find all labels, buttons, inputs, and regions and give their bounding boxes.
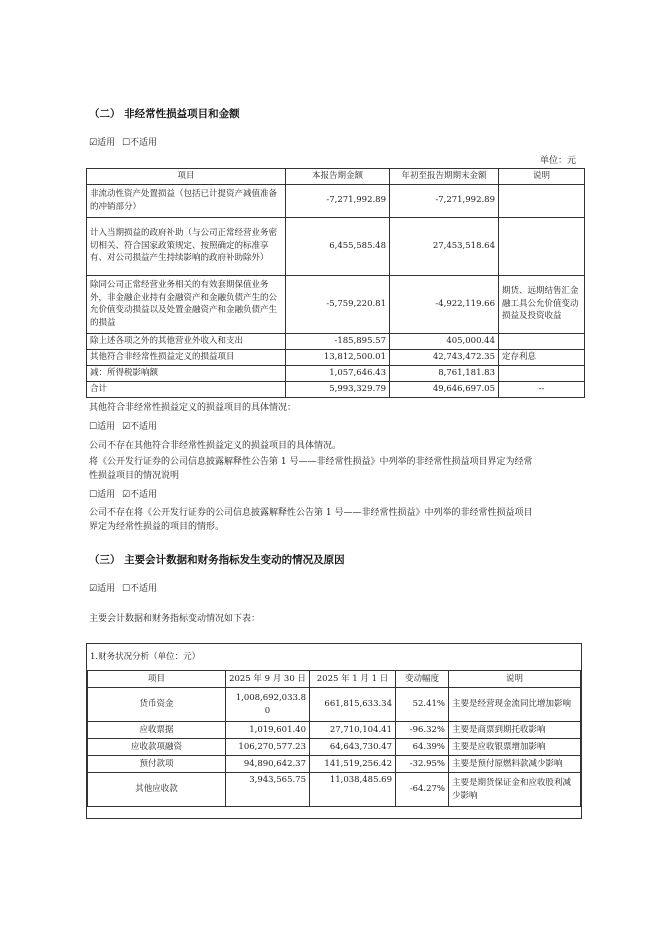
header-jan1: 2025 年 1 月 1 日: [310, 671, 396, 688]
header-note: 说明: [499, 169, 585, 185]
row-jan1: 64,643,730.47: [310, 739, 396, 756]
row-item: 应收款项融资: [88, 739, 226, 756]
row-sep30: 3,943,565.75: [226, 773, 310, 807]
not-applicable-checkbox[interactable]: ☑不适用: [121, 422, 158, 432]
row-change: -32.95%: [396, 756, 449, 773]
row-current: 1,057,646.43: [286, 365, 390, 381]
header-current: 本报告期金额: [286, 169, 390, 185]
row-note: 定存利息: [499, 349, 585, 365]
row-jan1: 11,038,485.69: [310, 773, 396, 807]
row-note: 主要是经营现金流同比增加影响: [449, 688, 581, 722]
row-item: 货币资金: [88, 688, 226, 722]
row-note: [499, 333, 585, 349]
row-current: 13,812,500.01: [286, 349, 390, 365]
other-items-paragraph: 其他符合非经常性损益定义的损益项目的具体情况：: [89, 403, 297, 413]
table-row: [87, 349, 585, 365]
table-header-row: [87, 169, 585, 185]
row-current: 5,993,329.79: [286, 381, 390, 397]
no-reclassification-line2: 界定为经常性损益的项目的情形。: [89, 522, 225, 532]
applicable-checkbox[interactable]: ☐适用: [89, 422, 116, 432]
section2-applicability: [89, 136, 157, 150]
row-note: 期货、远期结售汇金融工具公允价值变动损益及投资收益: [499, 275, 585, 333]
header-sep30: 2025 年 9 月 30 日: [226, 671, 310, 688]
table-row: [88, 739, 581, 756]
row-sep30: 106,270,577.23: [226, 739, 310, 756]
no-other-items-paragraph: 公司不存在其他符合非经常性损益定义的损益项目的具体情况。: [89, 441, 342, 451]
header-note: 说明: [449, 671, 581, 688]
reclassification-applicability: [89, 488, 157, 502]
row-note: [499, 184, 585, 217]
row-item: 减：所得税影响额: [87, 365, 286, 381]
section2-title: （二） 非经常性损益项目和金额: [89, 108, 240, 120]
not-applicable-checkbox[interactable]: ☐不适用: [121, 584, 158, 594]
row-item: 合计: [87, 381, 286, 397]
table-row: [87, 365, 585, 381]
table-total-row: [87, 381, 585, 397]
row-note: 主要是应收银票增加影响: [449, 739, 581, 756]
row-ytd: 49,646,697.05: [390, 381, 499, 397]
row-ytd: 8,761,181.83: [390, 365, 499, 381]
table-row: [87, 275, 585, 333]
no-reclassification-line1: 公司不存在将《公开发行证券的公司信息披露解释性公告第 1 号——非经常性损益》中列举的非经常性损益项目: [89, 508, 533, 518]
row-item: 其他应收款: [88, 773, 226, 807]
row-sep30: 1,019,601.40: [226, 722, 310, 739]
header-change: 变动幅度: [396, 671, 449, 688]
row-note: [499, 217, 585, 275]
section3-applicability: [89, 582, 157, 596]
applicable-checkbox[interactable]: ☑适用: [89, 138, 116, 148]
row-note: 主要是预付原燃料款减少影响: [449, 756, 581, 773]
row-item: 除上述各项之外的其他营业外收入和支出: [87, 333, 286, 349]
table-header-row: [88, 671, 581, 688]
row-note: 主要是期货保证金和应收股利减少影响: [449, 773, 581, 807]
row-ytd: 405,000.44: [390, 333, 499, 349]
row-change: 52.41%: [396, 688, 449, 722]
non-recurring-table: [86, 168, 585, 398]
row-note: 主要是商票到期托收影响: [449, 722, 581, 739]
row-current: -5,759,220.81: [286, 275, 390, 333]
row-item: 其他符合非经常性损益定义的损益项目: [87, 349, 286, 365]
row-item: 计入当期损益的政府补助（与公司正常经营业务密切相关、符合国家政策规定、按照确定的标准享有、对公司损益产生持续影响的政府补助除外）: [87, 217, 286, 275]
row-ytd: -7,271,992.89: [390, 184, 499, 217]
table-row: [87, 333, 585, 349]
row-note: --: [499, 381, 585, 397]
financial-table-caption: 1.财务状况分析（单位：元）: [90, 652, 201, 662]
table-row: [87, 184, 585, 217]
reclassification-paragraph-line1: 将《公开发行证券的公司信息披露解释性公告第 1 号——非经常性损益》中列举的非经常性损益项目界定为经常: [89, 457, 533, 467]
row-ytd: -4,922,119.66: [390, 275, 499, 333]
section3-title: （三） 主要会计数据和财务指标发生变动的情况及原因: [89, 554, 345, 566]
table-row: [88, 756, 581, 773]
unit-label: 单位：元: [540, 156, 577, 166]
row-item: 应收票据: [88, 722, 226, 739]
row-item: 非流动性资产处置损益（包括已计提资产减值准备的冲销部分）: [87, 184, 286, 217]
row-ytd: 27,453,518.64: [390, 217, 499, 275]
applicable-checkbox[interactable]: ☑适用: [89, 584, 116, 594]
applicable-checkbox[interactable]: ☐适用: [89, 490, 116, 500]
row-jan1: 141,519,256.42: [310, 756, 396, 773]
row-change: -96.32%: [396, 722, 449, 739]
financial-analysis-table: [87, 670, 581, 807]
row-sep30: 94,890,642.37: [226, 756, 310, 773]
row-jan1: 27,710,104.41: [310, 722, 396, 739]
row-current: -185,895.57: [286, 333, 390, 349]
header-item: 项目: [87, 169, 286, 185]
row-current: -7,271,992.89: [286, 184, 390, 217]
row-sep30-line2: 0: [264, 705, 271, 716]
table-row: [88, 722, 581, 739]
row-jan1: 661,815,633.34: [310, 688, 396, 722]
row-change: -64.27%: [396, 773, 449, 807]
row-item: 除同公司正常经营业务相关的有效套期保值业务外，非金融企业持有金融资产和金融负债产生的公允价值变动损益以及处置金融资产和金融负债产生的损益: [87, 275, 286, 333]
table-row: [88, 773, 581, 807]
not-applicable-checkbox[interactable]: ☑不适用: [121, 490, 158, 500]
row-change: 64.39%: [396, 739, 449, 756]
table-row: [87, 217, 585, 275]
row-current: 6,455,585.48: [286, 217, 390, 275]
section3-intro: 主要会计数据和财务指标变动情况如下表：: [89, 614, 261, 624]
header-item: 项目: [88, 671, 226, 688]
row-ytd: 42,743,472.35: [390, 349, 499, 365]
not-applicable-checkbox[interactable]: ☐不适用: [121, 138, 158, 148]
row-note: [499, 365, 585, 381]
row-sep30-line1: 1,008,692,033.8: [235, 693, 306, 703]
row-item: 预付款项: [88, 756, 226, 773]
row-sep30: [226, 688, 310, 722]
table-row: [88, 688, 581, 722]
header-ytd: 年初至报告期期末金额: [390, 169, 499, 185]
reclassification-paragraph-line2: 性损益项目的情况说明: [89, 471, 180, 481]
other-items-applicability: [89, 420, 157, 434]
